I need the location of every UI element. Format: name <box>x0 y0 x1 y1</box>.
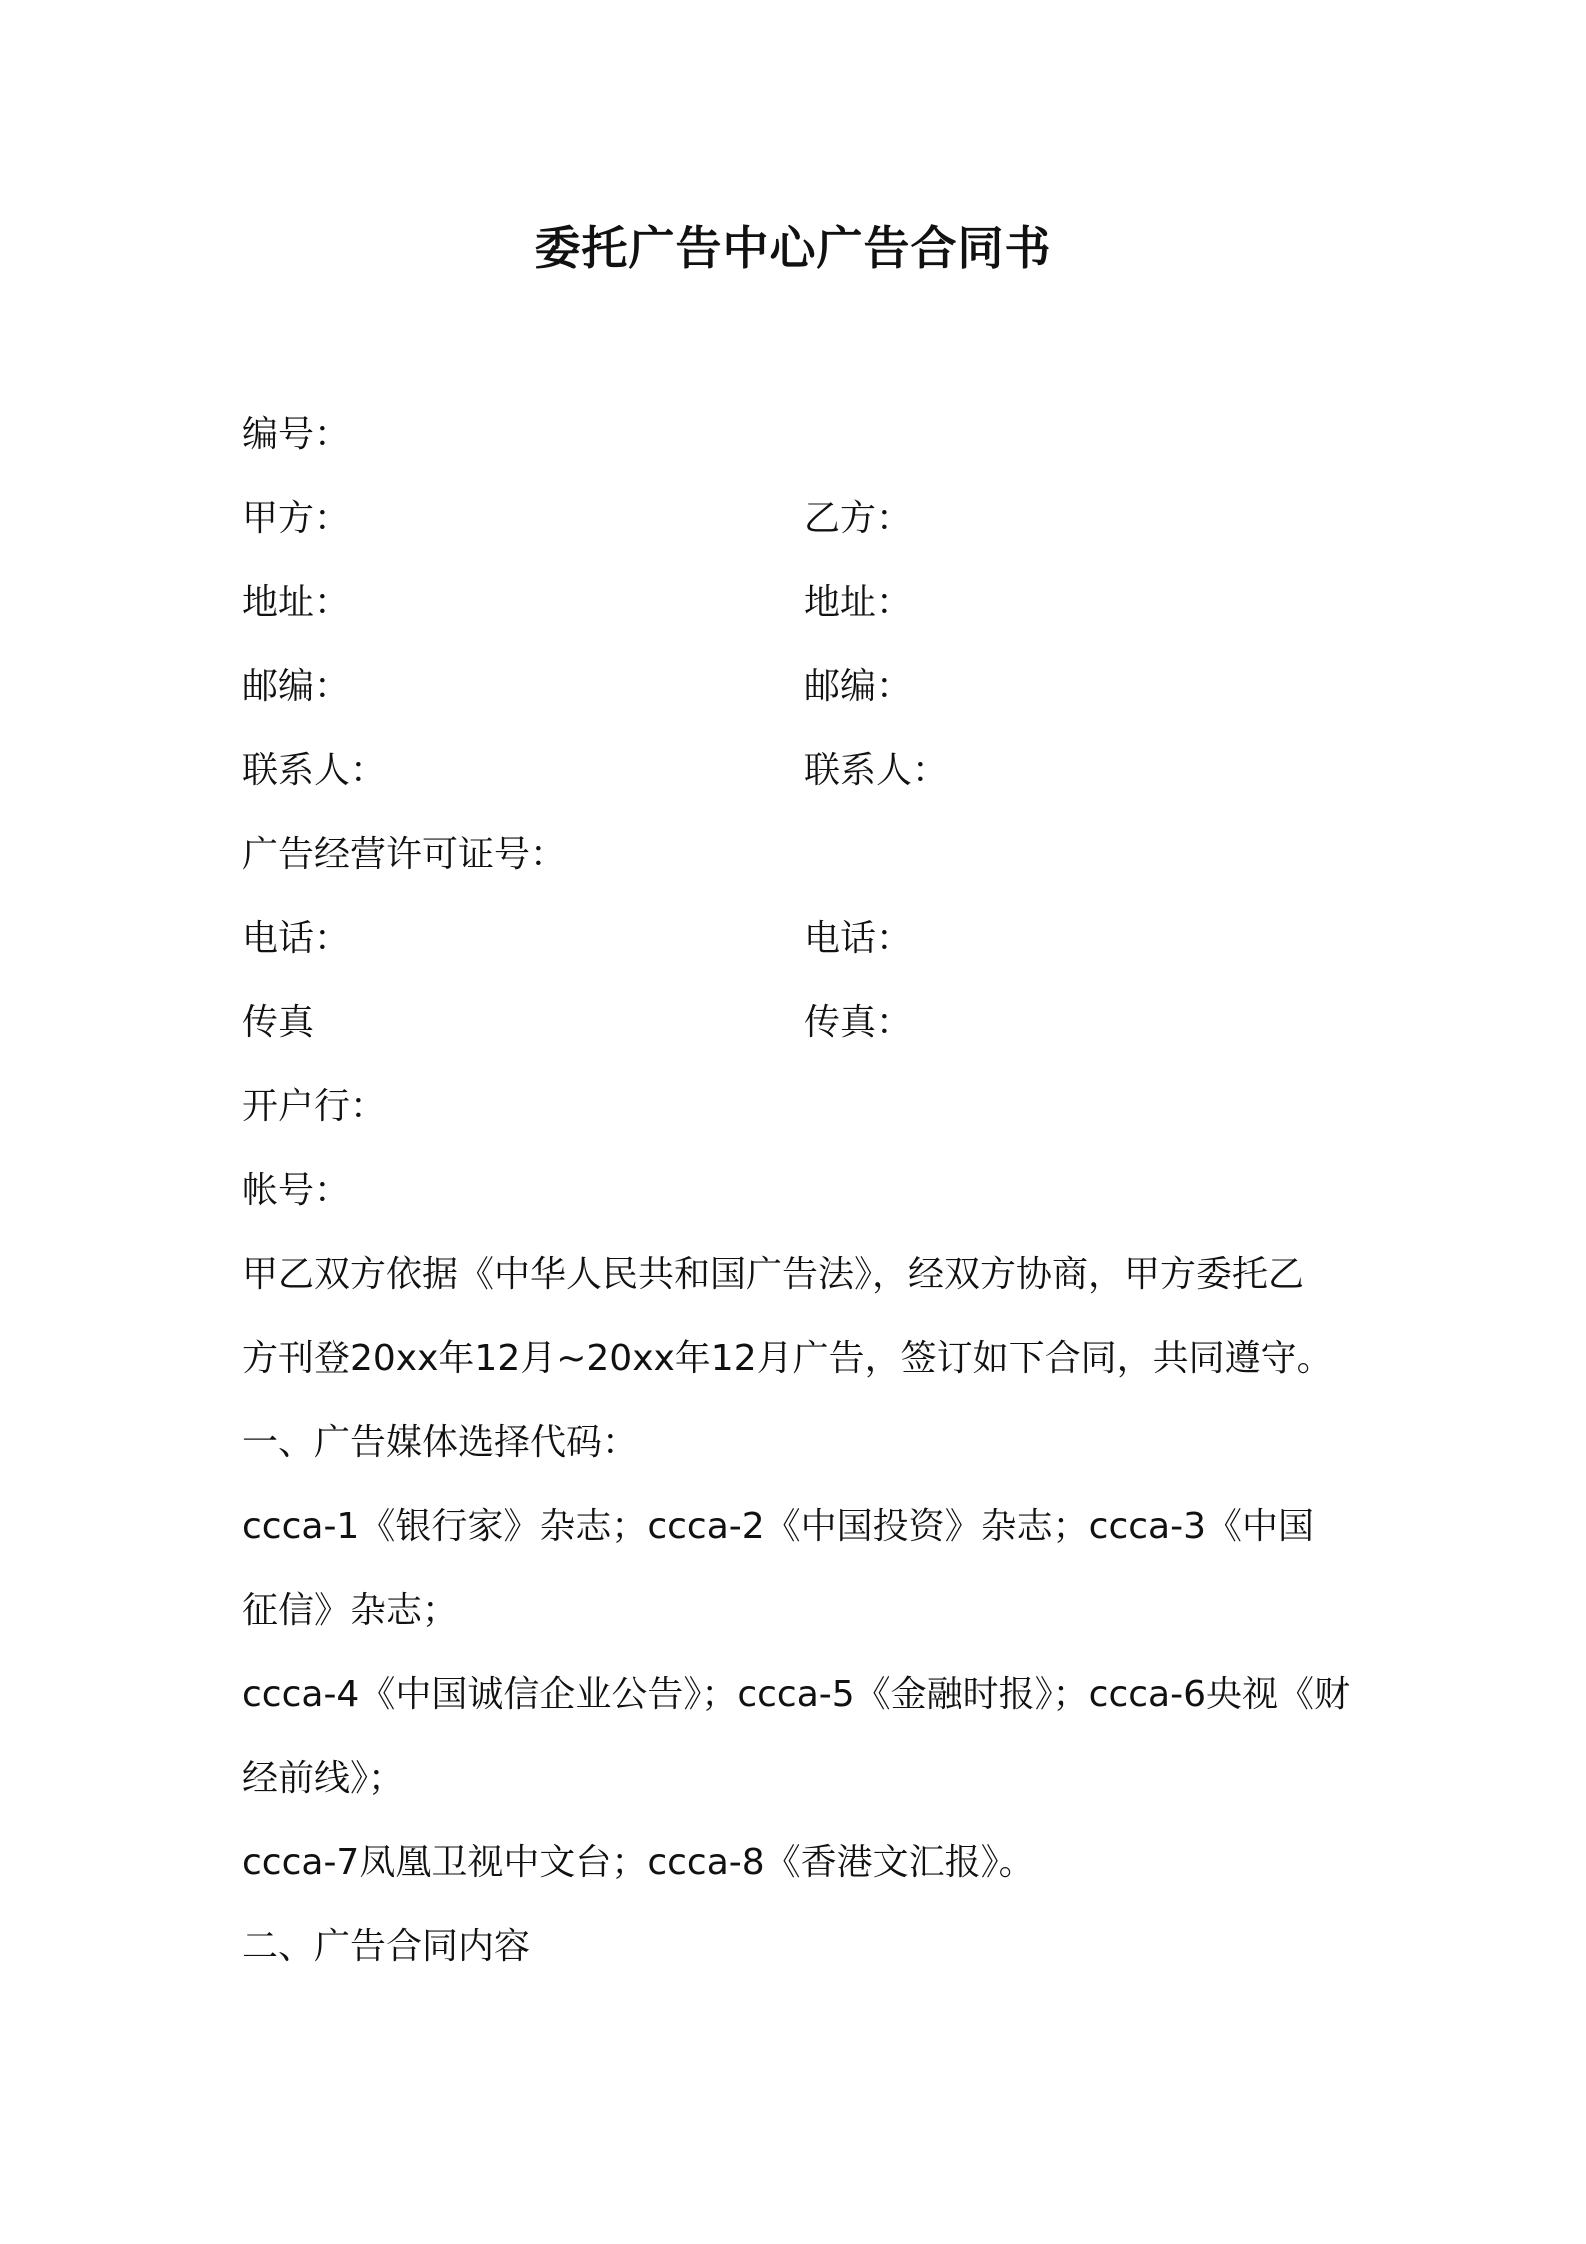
field-license: 广告经营许可证号： <box>242 834 567 875</box>
field-contact-a: 联系人： <box>242 750 387 791</box>
field-address-a: 地址： <box>242 582 351 623</box>
paragraph-line: 征信》杂志； <box>242 1590 459 1631</box>
paragraph-line: 方刊登20xx年12月~20xx年12月广告，签订如下合同，共同遵守。 <box>242 1338 1333 1379</box>
field-phone-a: 电话： <box>242 918 351 959</box>
paragraph-line: ccca-4《中国诚信企业公告》；ccca-5《金融时报》；ccca-6央视《财 <box>242 1674 1351 1715</box>
paragraph-line: ccca-1《银行家》杂志；ccca-2《中国投资》杂志；ccca-3《中国 <box>242 1506 1315 1547</box>
field-phone-b: 电话： <box>804 918 913 959</box>
section-heading: 二、广告合同内容 <box>242 1926 531 1967</box>
row-postcode <box>242 662 913 712</box>
row-fax <box>242 998 913 1048</box>
row-address <box>242 578 913 628</box>
row-contact <box>242 746 949 796</box>
field-number: 编号： <box>242 414 351 455</box>
field-fax-a: 传真 <box>242 1002 315 1043</box>
field-contact-b: 联系人： <box>804 750 949 791</box>
field-postcode-a: 邮编： <box>242 666 351 707</box>
field-address-b: 地址： <box>804 582 913 623</box>
document-title: 委托广告中心广告合同书 <box>534 221 1052 275</box>
field-bank: 开户行： <box>242 1086 387 1127</box>
paragraph-line: 经前线》； <box>242 1758 405 1799</box>
field-fax-b: 传真： <box>804 1002 913 1043</box>
row-phone <box>242 914 913 964</box>
section-heading: 一、广告媒体选择代码： <box>242 1422 639 1463</box>
field-party-b: 乙方： <box>804 498 913 539</box>
paragraph-line: ccca-7凤凰卫视中文台；ccca-8《香港文汇报》。 <box>242 1842 1035 1883</box>
field-postcode-b: 邮编： <box>804 666 913 707</box>
field-party-a: 甲方： <box>242 498 351 539</box>
field-account: 帐号： <box>242 1170 351 1211</box>
paragraph-line: 甲乙双方依据《中华人民共和国广告法》，经双方协商，甲方委托乙 <box>242 1254 1305 1295</box>
row-party <box>242 494 913 544</box>
